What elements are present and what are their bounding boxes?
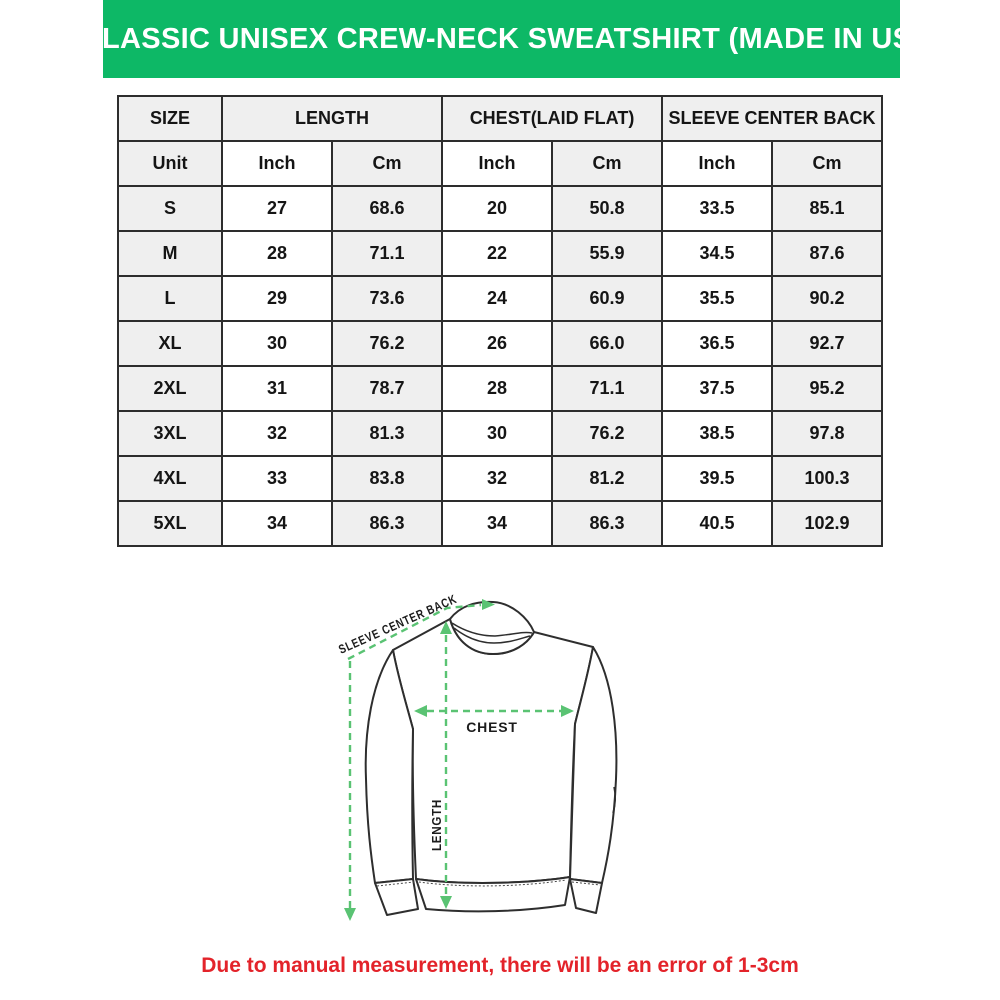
unit-label-cell: Unit (118, 141, 222, 186)
size-cell: 5XL (118, 501, 222, 546)
value-cell: 33 (222, 456, 332, 501)
sweatshirt-illustration (330, 583, 670, 933)
value-cell: 76.2 (332, 321, 442, 366)
left-cuff (375, 879, 418, 915)
size-row-5xl (118, 501, 882, 546)
value-cell: 81.3 (332, 411, 442, 456)
value-cell: 30 (222, 321, 332, 366)
value-cell: 100.3 (772, 456, 882, 501)
size-cell: 2XL (118, 366, 222, 411)
col-header-chest: CHEST(LAID FLAT) (442, 96, 662, 141)
unit-cell: Inch (222, 141, 332, 186)
value-cell: 73.6 (332, 276, 442, 321)
value-cell: 35.5 (662, 276, 772, 321)
value-cell: 36.5 (662, 321, 772, 366)
size-row-xl (118, 321, 882, 366)
arrow-down-icon (344, 908, 356, 921)
value-cell: 86.3 (332, 501, 442, 546)
col-header-length: LENGTH (222, 96, 442, 141)
value-cell: 90.2 (772, 276, 882, 321)
value-cell: 71.1 (332, 231, 442, 276)
value-cell: 85.1 (772, 186, 882, 231)
value-cell: 20 (442, 186, 552, 231)
value-cell: 32 (222, 411, 332, 456)
size-row-l (118, 276, 882, 321)
length-label: LENGTH (429, 792, 444, 851)
size-cell: 3XL (118, 411, 222, 456)
size-cell: S (118, 186, 222, 231)
value-cell: 31 (222, 366, 332, 411)
size-cell: L (118, 276, 222, 321)
value-cell: 26 (442, 321, 552, 366)
value-cell: 68.6 (332, 186, 442, 231)
value-cell: 97.8 (772, 411, 882, 456)
title-banner (80, 0, 923, 78)
value-cell: 76.2 (552, 411, 662, 456)
value-cell: 60.9 (552, 276, 662, 321)
value-cell: 30 (442, 411, 552, 456)
value-cell: 34.5 (662, 231, 772, 276)
size-row-m (118, 231, 882, 276)
unit-cell: Cm (332, 141, 442, 186)
size-cell: 4XL (118, 456, 222, 501)
value-cell: 38.5 (662, 411, 772, 456)
table-header-row (118, 96, 882, 141)
right-cuff (570, 879, 602, 913)
value-cell: 28 (222, 231, 332, 276)
size-cell: M (118, 231, 222, 276)
value-cell: 28 (442, 366, 552, 411)
value-cell: 29 (222, 276, 332, 321)
col-header-sleeve: SLEEVE CENTER BACK (662, 96, 882, 141)
sweatshirt-body (393, 619, 593, 883)
chest-label: CHEST (466, 719, 518, 735)
value-cell: 37.5 (662, 366, 772, 411)
size-row-2xl (118, 366, 882, 411)
measurement-error-note: Due to manual measurement, there will be an error of 1-3cm (201, 954, 799, 977)
col-header-size: SIZE (118, 96, 222, 141)
value-cell: 34 (222, 501, 332, 546)
value-cell: 24 (442, 276, 552, 321)
unit-cell: Inch (662, 141, 772, 186)
value-cell: 87.6 (772, 231, 882, 276)
value-cell: 33.5 (662, 186, 772, 231)
value-cell: 81.2 (552, 456, 662, 501)
value-cell: 95.2 (772, 366, 882, 411)
value-cell: 22 (442, 231, 552, 276)
value-cell: 50.8 (552, 186, 662, 231)
value-cell: 92.7 (772, 321, 882, 366)
unit-cell: Cm (552, 141, 662, 186)
value-cell: 34 (442, 501, 552, 546)
value-cell: 27 (222, 186, 332, 231)
size-row-3xl (118, 411, 882, 456)
value-cell: 66.0 (552, 321, 662, 366)
value-cell: 102.9 (772, 501, 882, 546)
value-cell: 71.1 (552, 366, 662, 411)
size-row-s (118, 186, 882, 231)
value-cell: 78.7 (332, 366, 442, 411)
value-cell: 55.9 (552, 231, 662, 276)
page-title: CLASSIC UNISEX CREW-NECK SWEATSHIRT (MADE IN US) (80, 22, 923, 55)
unit-row (118, 141, 882, 186)
size-cell: XL (118, 321, 222, 366)
value-cell: 32 (442, 456, 552, 501)
value-cell: 86.3 (552, 501, 662, 546)
value-cell: 39.5 (662, 456, 772, 501)
unit-cell: Cm (772, 141, 882, 186)
unit-cell: Inch (442, 141, 552, 186)
size-row-4xl (118, 456, 882, 501)
value-cell: 40.5 (662, 501, 772, 546)
size-chart-table (117, 95, 883, 547)
sleeve-center-back-label: SLEEVE CENTER BACK (336, 583, 491, 657)
value-cell: 83.8 (332, 456, 442, 501)
sweatshirt-measurement-diagram (330, 583, 670, 933)
